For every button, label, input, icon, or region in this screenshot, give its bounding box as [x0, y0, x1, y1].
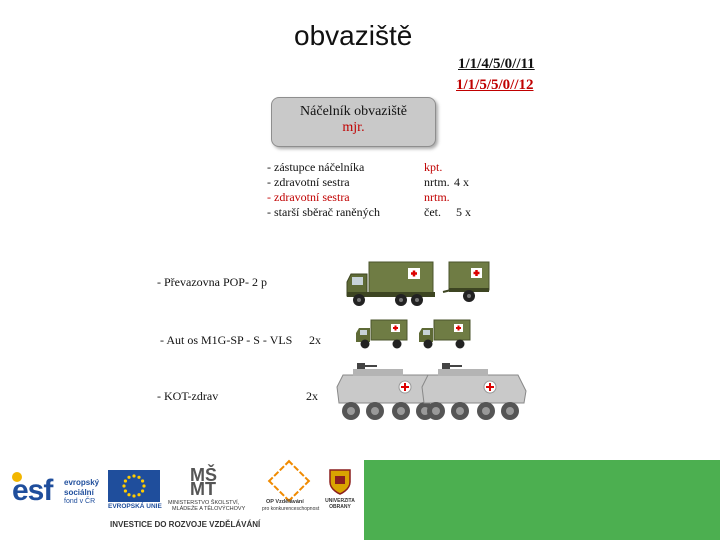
- esf-logo: [12, 470, 104, 510]
- staff-role-1: - zdravotní sestra: [267, 175, 350, 189]
- staff-role-2: - zdravotní sestra: [267, 190, 350, 204]
- esf-small-3: fond v ČR: [64, 498, 96, 505]
- ambulance-image-2: [418, 318, 472, 350]
- univ-text: UNIVERZITA OBRANY: [325, 498, 355, 510]
- staff-role-0: - zástupce náčelníka: [267, 160, 365, 174]
- univerzita-logo: [320, 468, 360, 512]
- autos-label: - Aut os M1G-SP - S - VLS: [160, 333, 293, 347]
- msmt-text: MŠ MT: [190, 465, 217, 499]
- code-link-1[interactable]: 1/1/4/5/0//11: [458, 56, 535, 72]
- esf-text: esf: [12, 474, 53, 507]
- kot-vehicle-image-2: [420, 355, 530, 430]
- esf-small-1: evropský: [64, 478, 100, 487]
- autos-count: 2x: [309, 333, 321, 347]
- staff-rank-1: nrtm.: [424, 175, 450, 189]
- staff-rank-3: čet.: [424, 205, 441, 219]
- code-link-2[interactable]: 1/1/5/5/0//12: [456, 77, 534, 93]
- staff-rank-2: nrtm.: [424, 190, 450, 204]
- chief-name: Náčelník obvaziště: [300, 104, 407, 119]
- footer-green-panel: [364, 460, 720, 540]
- msmt-small-2: MLÁDEŽE A TĚLOVÝCHOVY: [172, 506, 246, 512]
- msmt-small-1: MINISTERSTVO ŠKOLSTVÍ,: [168, 500, 240, 506]
- op-logo: [262, 466, 318, 512]
- pop-label: - Převazovna POP- 2 p: [157, 275, 267, 289]
- page-title: obvaziště: [294, 20, 413, 51]
- chief-box: [271, 97, 436, 147]
- ambulance-image-1: [355, 318, 409, 350]
- staff-count-1: 4 x: [454, 175, 469, 189]
- esf-small-2: sociální: [64, 488, 94, 497]
- footer-tagline: INVESTICE DO ROZVOJE VZDĚLÁVÁNÍ: [110, 520, 261, 529]
- eu-text: EVROPSKÁ UNIE: [108, 503, 162, 510]
- shield-icon: [328, 468, 352, 496]
- msmt-logo: [168, 465, 260, 512]
- pop-trailer-image: [443, 258, 491, 304]
- chief-rank: mjr.: [342, 120, 365, 135]
- op-text-2: pro konkurenceschopnost: [262, 506, 320, 512]
- staff-count-3: 5 x: [456, 205, 471, 219]
- op-diamond-icon: [268, 460, 310, 502]
- pop-truck-image: [345, 258, 437, 308]
- staff-role-3: - starší sběrač raněných: [267, 205, 380, 219]
- op-text: OP Vzdělávání: [266, 499, 304, 505]
- eu-stars-icon: [108, 470, 160, 502]
- kot-label: - KOT-zdrav: [157, 389, 219, 403]
- kot-count: 2x: [306, 389, 318, 403]
- eu-logo: [108, 470, 162, 510]
- staff-rank-0: kpt.: [424, 160, 443, 174]
